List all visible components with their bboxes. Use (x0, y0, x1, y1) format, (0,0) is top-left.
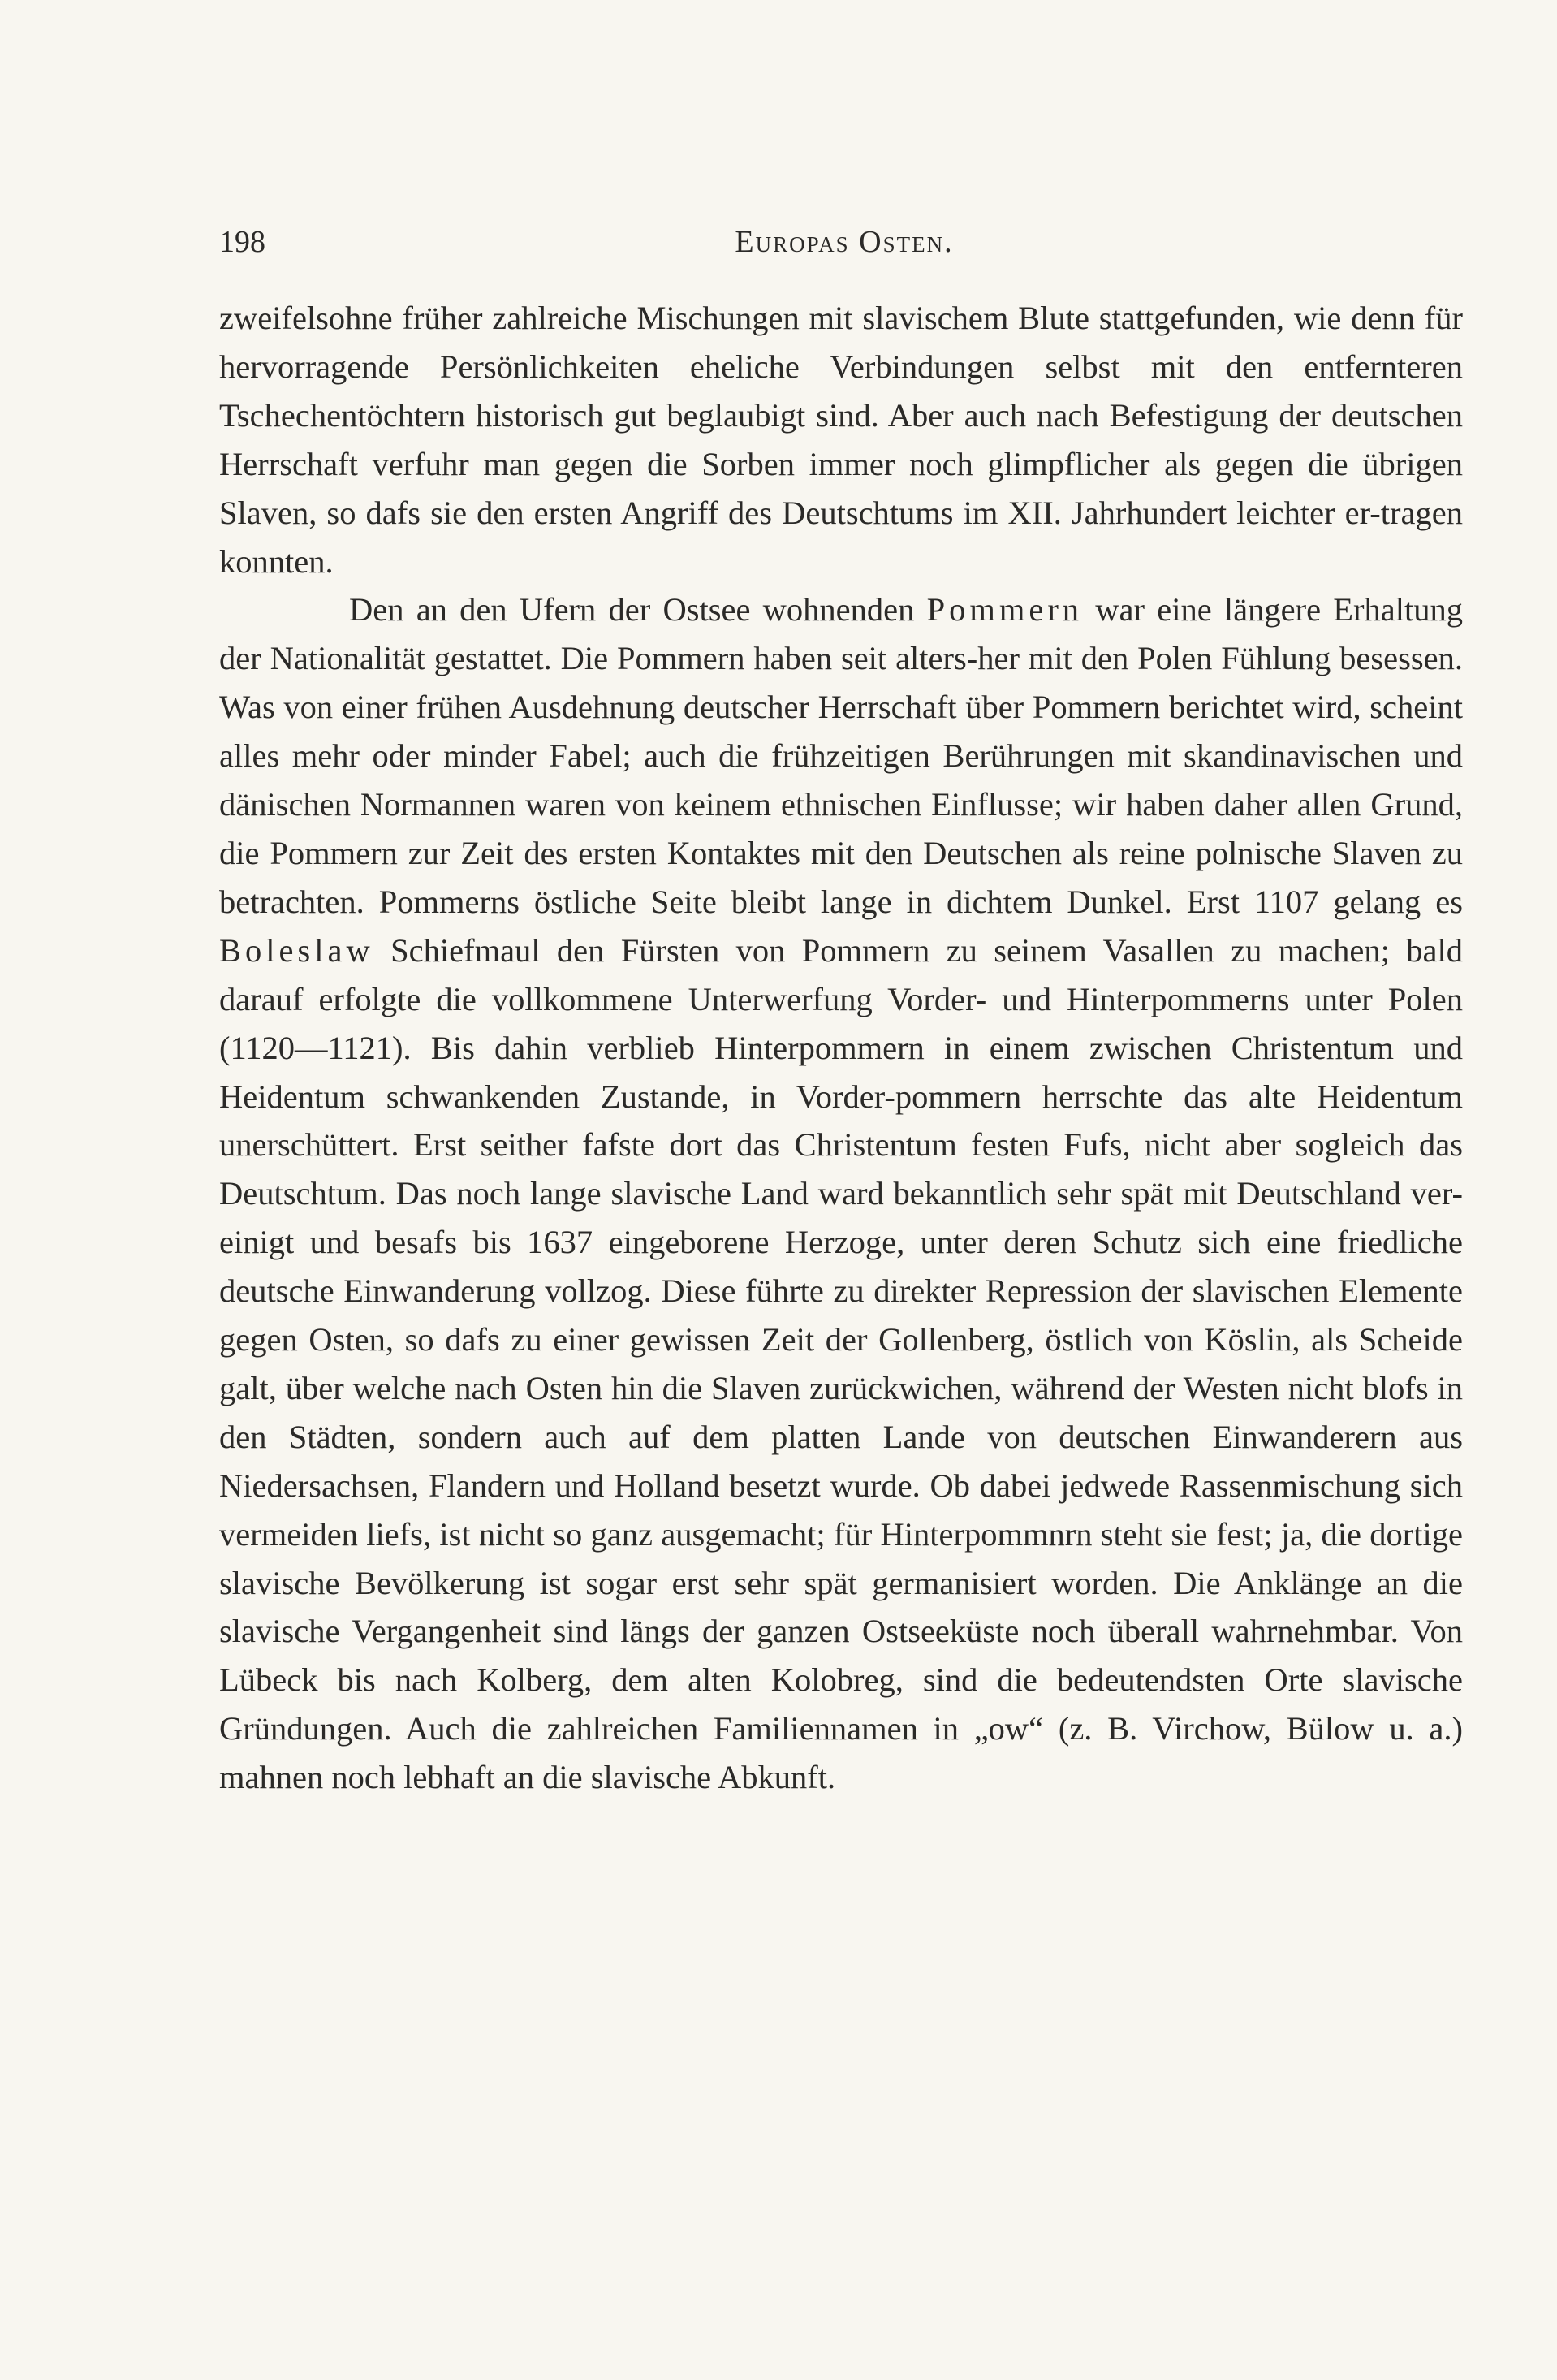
paragraph-pommern (219, 585, 1463, 1802)
paragraph-pommern-part2: war eine längere Erhaltung der Nationalität gestattet. Die Pommern haben seit alters-her mit den Polen Fühlung besessen. Was von einer frühen Ausdehnung deutscher Herrschaft über Pommern berichtet wird, scheint alles mehr oder minder Fabel; auch die frühzeitigen Berührungen mit skandinavischen und dänischen Normannen waren von keinem ethnischen Einflusse; wir haben daher allen Grund, die Pommern zur Zeit des ersten Kontaktes mit den Deutschen als reine polnische Slaven zu betrachten. Pommerns östliche Seite bleibt lange in dichtem Dunkel. Erst 1107 gelang es (219, 591, 1463, 920)
body-text (219, 294, 1463, 1802)
spaced-term-boleslaw: Boleslaw (219, 931, 374, 969)
paragraph-sorben: zweifelsohne früher zahlreiche Mischungen mit slavischem Blute stattgefunden, wie denn für hervorragende Persönlichkeiten eheliche Verbindungen selbst mit den entfernteren Tschechentöchtern historisch gut beglaubigt sind. Aber auch nach Befestigung der deutschen Herrschaft verfuhr man gegen die Sorben immer noch glimpflicher als gegen die übrigen Slaven, so dafs sie den ersten Angriff des Deutschtums im XII. Jahrhundert leichter er-tragen konnten. (219, 300, 1463, 580)
paragraph-pommern-part3: Schiefmaul den Fürsten von Pommern zu seinem Vasallen zu machen; bald darauf erfolgte die vollkommene Unterwerfung Vorder- und Hinterpommerns unter Polen (1120—1121). Bis dahin verblieb Hinterpommern in einem zwischen Christentum und Heidentum schwankenden Zustande, in Vorder-pommern herrschte das alte Heidentum unerschüttert. Erst seither fafste dort das Christentum festen Fufs, nicht aber sogleich das Deutschtum. Das noch lange slavische Land ward bekanntlich sehr spät mit Deutschland ver-einigt und besafs bis 1637 eingeborene Herzoge, unter deren Schutz sich eine friedliche deutsche Einwanderung vollzog. Diese führte zu direkter Repression der slavischen Elemente gegen Osten, so dafs zu einer gewissen Zeit der Gollenberg, östlich von Köslin, als Scheide galt, über welche nach Osten hin die Slaven zurückwichen, während der Westen nicht blofs in den Städten, sondern auch auf dem platten Lande von deutschen Einwanderern aus Niedersachsen, Flandern und Holland besetzt wurde. Ob dabei jedwede Rassenmischung sich vermeiden liefs, ist nicht so ganz ausgemacht; für Hinterpommnrn steht sie fest; ja, die dortige slavische Bevölkerung ist sogar erst sehr spät germanisiert worden. Die Anklänge an die slavische Vergangenheit sind längs der ganzen Ostseeküste noch überall wahrnehmbar. Von Lübeck bis nach Kolberg, dem alten Kolobreg, sind die bedeutendsten Orte slavische Gründungen. Auch die zahlreichen Familiennamen in „ow“ (z. B. Virchow, Bülow u. a.) mahnen noch lebhaft an die slavische Abkunft. (219, 931, 1463, 1796)
page-number: 198 (219, 225, 265, 259)
running-title: Europas Osten. (735, 225, 954, 259)
paragraph-pommern-part1: Den an den Ufern der Ostsee wohnenden (349, 591, 927, 628)
spaced-term-pommern: Pommern (926, 591, 1084, 628)
running-head (219, 218, 1469, 266)
